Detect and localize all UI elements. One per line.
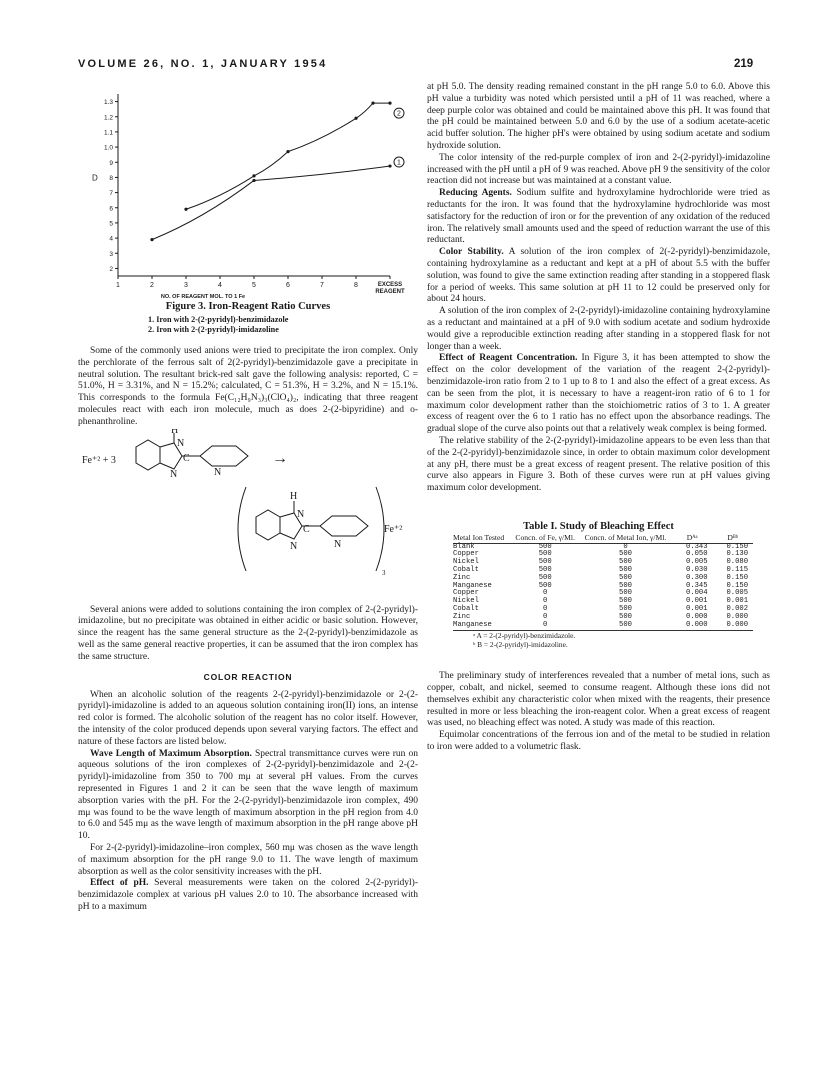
paragraph: A solution of the iron complex of 2-(2-pyridyl)-imidazoline containing hydroxylamine as a reductant and maintained at a pH of 9.0 with sodium acetate and sodium hydroxide would give a reproducible extinction reading after standing in a stoppered flask for not longer than a week. [427,306,770,352]
series-point-2 [388,102,391,105]
table-row [453,606,753,614]
complex-n-label: N [334,538,342,550]
table-cell: 0.150 [726,573,749,582]
table-cell: Copper [453,589,479,598]
table-row [453,583,753,591]
paragraph [78,749,418,843]
table-cell: 0.130 [726,550,749,559]
reagent-h-label: H [171,428,179,436]
y-tick-label: 7 [109,190,113,198]
reagent-c-label: C [183,452,190,464]
paragraph: The preliminary study of interferences revealed that a number of metal ions, such as copper, cobalt, and nickel, seemed to consume reagent. Although these ions did not themselves exhibit any characteristic color when mixed with the reagents, their presence resulted in more or less bleaching the iron-reagent color. When a great excess of reagent was used, no bleaching effect was noted. A study was made of this reaction. [427,671,770,729]
table-cell: 0 [543,605,548,614]
table-header: Concn. of Fe, γ/Ml. [511,534,579,543]
table-header: Metal Ion Tested [453,534,511,543]
table-row [453,567,753,575]
complex-c-label: C [303,523,310,535]
table-cell: Zinc [453,573,471,582]
table-cell: 500 [619,558,632,567]
table-cell: 500 [538,558,552,567]
table-cell: 0.345 [685,581,708,590]
x-tick-label: 3 [184,282,188,289]
figure-3-legend [148,315,418,334]
series-point-2 [354,117,357,120]
paragraph [427,247,770,306]
table-cell: 0.000 [685,612,708,621]
table-cell: 0.004 [685,589,708,598]
paragraph: For 2-(2-pyridyl)-imidazoline–iron complex, 560 mμ was chosen as the wave length of maximum absorption for the pH range 9.0 to 11. The wave length of maximum absorption as well as the color sensitivity increases with the pH. [78,842,418,877]
table-header: Concn. of Metal Ion, γ/Ml. [579,534,672,543]
figure-3-chart [78,84,418,299]
x-tick-label: 7 [320,282,324,289]
table-header: Dᴮᵇ [712,534,753,543]
series-point-1 [150,238,153,241]
right-column [427,82,770,754]
y-tick-label: 3 [109,250,113,258]
table-cell: 500 [538,573,552,582]
series-point-2 [184,208,187,211]
table-row [453,559,753,567]
x-tick-label: 8 [354,282,358,289]
section-heading: COLOR REACTION [203,671,293,682]
table-cell: Nickel [453,597,479,606]
complex-h-label: H [290,490,298,502]
table-cell: 0.150 [726,581,749,590]
x-tick-label: REAGENT [375,289,405,295]
table-cell: Manganese [453,581,492,590]
complex-fe-label: Fe⁺² [384,523,403,535]
table-row [453,590,753,598]
table-cell: 500 [619,605,632,614]
reaction-fe-reactant: Fe⁺² + 3 [82,454,116,466]
table-1 [453,534,753,632]
table-cell: 500 [619,612,632,621]
y-tick-label: 2 [109,265,113,273]
table-cell: Blank [453,542,475,551]
figure-3-legend-item: 2. Iron with 2-(2-pyridyl)-imidazoline [148,324,279,334]
y-tick-label: 6 [109,205,113,213]
table-cell: 500 [619,550,632,559]
table-cell: 0 [543,589,548,598]
paragraph-body: Sodium sulfite and hydroxylamine hydrochloride were tried as reductants for the iron. It was found that the hydroxylamine hydrochloride was most satisfactory for the reduction of iron or for the prevention of any oxidation of the reduced iron. The relatively small amounts used and the speed of reduction warrant the use of this reductant. [427,188,771,246]
reagent-n-label: N [214,466,222,478]
paragraph-body: Several measurements were taken on the colored 2-(2-pyridyl)-benzimidazole complex at various pH values 2.0 to 10. The absorbance increased with pH to a maximum [78,878,418,912]
paragraph-lead: Wave Length of Maximum Absorption. [90,748,252,759]
table-cell: 0.115 [726,566,749,575]
paragraph-lead: Reducing Agents. [439,188,512,199]
table-cell: 500 [538,581,552,590]
table-cell: 500 [619,589,632,598]
reaction-scheme-svg [78,429,418,605]
y-tick-label: 1.3 [103,99,113,107]
page-number: 219 [734,58,754,70]
left-column [78,84,418,914]
figure-3-legend-item: 1. Iron with 2-(2-pyridyl)-benzimidazole [148,315,289,324]
table-1-footnote: ᵇ B = 2-(2-pyridyl)-imidazoline. [473,639,568,649]
table-cell: 500 [538,550,552,559]
paragraph-lead: Effect of Reagent Concentration. [439,353,578,364]
reagent-n-label: N [177,437,185,449]
table-cell: Zinc [453,612,471,621]
y-tick-label: 8 [109,174,113,182]
table-cell: 0 [543,612,548,621]
table-row [453,622,753,631]
table-cell: 0.001 [726,597,749,606]
paragraph-body: In Figure 3, it has been attempted to show the effect on the color development of the variation of the reagent 2-(2-pyridyl)-benzimidazole-iron ratio from 2 to 1 up to 8 to 1 and also the effect of a great excess. As can be seen from the plot, it is necessary to have a reagent-iron ratio of 6 to 1 for maximum color development rather than the stoichiometric ratios of 3 to 1. A greater excess of reagent over the 6 to 1 ratio has no effect upon the absorbance readings. The gradual slope of the curve also points out that a relatively weak complex is being formed. [427,353,770,435]
table-1-body [453,543,753,631]
table-cell: 0.000 [712,622,753,631]
table-row [453,551,753,559]
paragraph-lead: Effect of pH. [90,878,149,889]
table-cell: 0.150 [726,542,749,551]
reaction-arrow: → [272,449,288,467]
paragraph: When an alcoholic solution of the reagents 2-(2-pyridyl)-benzimidazole or 2-(2-pyridyl)-imidazoline is added to an aqueous solution containing iron(II) ions, an intense red color is formed. The alcoholic solution of the reagent has no color itself. However, the intensity of the color produced depends upon several varying factors. The effect and nature of these factors are listed below. [78,689,418,747]
table-cell: 500 [619,581,632,590]
table-cell: Copper [453,550,479,559]
series-point-2 [371,102,374,105]
table-cell: 0.343 [685,542,708,551]
table-cell: 0.030 [685,566,708,575]
paragraph [78,878,418,913]
paragraph: at pH 5.0. The density reading remained constant in the pH range 5.0 to 6.0. Above this pH value a turbidity was noted which persisted until a pH of 11 was reached, where a deep purple color was obtained and could be maintained above this pH. It was found that the pH could be maintained between 5.0 and 6.0 by the use of a sodium acetate-acetic acid buffer solution. The higher pH's were obtained by using sodium acetate and sodium hydroxide solution. [427,82,770,151]
table-cell: 500 [619,566,632,575]
table-row [453,614,753,622]
curve-label: 2 [397,110,401,118]
curve-label: 1 [397,159,401,167]
series-line-1 [152,166,390,240]
y-tick-label: 1.0 [103,144,113,152]
x-tick-label: 1 [116,282,120,289]
y-axis-label: D [92,173,98,183]
table-cell: 500 [538,542,552,551]
table-cell: 500 [619,597,632,606]
table-cell: 0.001 [685,605,708,614]
paragraph [427,188,770,247]
complex-n-label: N [290,540,298,552]
figure-3-title: Figure 3. Iron-Reagent Ratio Curves [165,301,331,312]
table-cell: 0.300 [685,573,708,582]
table-cell: 0.080 [726,558,749,567]
paragraph-lead: Color Stability. [439,247,504,258]
table-cell: 0.000 [726,612,749,621]
paragraph [427,353,770,436]
y-tick-label: 9 [109,159,113,167]
table-cell: 0.000 [672,622,713,631]
paragraph: The relative stability of the 2-(2-pyridyl)-imidazoline appears to be even less than that of the 2-(2-pyridyl)-benzimidazole since, in order to obtain maximum color development at any pH, there must be a great excess of reagent present. The relative position of this curve also appears in Figure 3. Both of these curves were run at pH values giving maximum color development. [427,435,770,494]
complex-structure [238,487,384,571]
reagent-n-label: N [170,468,178,480]
series-point-1 [388,164,391,167]
running-header: VOLUME 26, NO. 1, JANUARY 1954 [78,58,328,70]
paragraph-body: A solution of the iron complex of 2(-2-pyridyl)-benzimidazole, containing hydroxylamine as a reductant and kept at a pH of about 5.5 with the buffer solution, was found to give the same extinction reading after standing in a stoppered flask for a period of weeks. This same solution at pH 11 to 12 could be preserved only for about 24 hours. [427,247,770,305]
table-cell: 0.050 [685,550,708,559]
x-tick-label: EXCESS [377,282,403,288]
complex-subscript: 3 [382,568,386,577]
table-cell: Cobalt [453,566,479,575]
table-row [453,543,753,551]
series-line-2 [186,103,390,209]
table-cell: 0.005 [726,589,749,598]
series-point-2 [252,174,255,177]
table-cell: Cobalt [453,605,479,614]
y-tick-label: 4 [109,235,113,243]
x-tick-label: 4 [218,282,222,289]
table-row [453,598,753,606]
table-cell: 0 [623,542,628,551]
paragraph: Some of the commonly used anions were tried to precipitate the iron complex. Only the perchlorate of the ferrous salt of 2(2-pyridyl)-benzimidazole gave a precipitate in neutral solution. The resultant brick-red salt gave the following analysis: reported, C = 51.0%, H = 3.31%, and N = 15.2%; calculated, C = 51.3%, H = 3.2%, and N = 15.1%. This corresponds to the formula Fe(C₁₂H₉N₃)₃(ClO₄)₂, indicating that three reagent molecules react with each iron molecule, much as does 2-(2-bipyridine) and o-phenanthroline. [78,346,418,427]
table-1-footnote: ᵃ A = 2-(2-pyridyl)-benzimidazole. [473,631,576,641]
y-tick-label: 5 [109,220,113,228]
table-cell: 500 [619,573,632,582]
x-axis-label: NO. OF REAGENT MOL. TO 1 Fe [160,294,246,299]
table-cell: 0.002 [726,605,749,614]
complex-n-label: N [297,508,305,520]
x-tick-label: 2 [150,282,154,289]
table-row [453,575,753,583]
x-tick-label: 6 [286,282,290,289]
y-tick-label: 1.1 [103,129,113,137]
series-point-2 [286,150,289,153]
paragraph: The color intensity of the red-purple complex of iron and 2-(2-pyridyl)-imidazoline increased with the pH until a pH of 9 was reached. Above pH 9 the sensitivity of the color reaction did not increase but was maintained at a constant value. [427,152,770,187]
y-tick-label: 1.2 [103,114,113,122]
figure-3-svg [78,84,418,299]
table-cell: Nickel [453,558,479,567]
table-cell: 0 [511,622,579,631]
table-header: Dᴬᵃ [672,534,713,543]
reagent-structure [136,433,248,470]
paragraph: Several anions were added to solutions containing the iron complex of 2-(2-pyridyl)-imidazoline, but no precipitate was obtained in either acidic or basic solution. However, since the reagent has the same general structure as the 2-(2-pyridyl)-benzimidazole as well as the same general reactive properties, it can be assumed that the iron complex has the same structure. [78,604,418,662]
table-cell: 0 [543,597,548,606]
reaction-scheme [78,429,418,605]
table-cell: 500 [538,566,552,575]
paragraph: Equimolar concentrations of the ferrous ion and of the metal to be studied in relation to iron were added to a volumetric flask. [427,730,770,753]
table-cell: Manganese [453,622,511,631]
x-tick-label: 5 [252,282,256,289]
series-point-1 [252,179,255,182]
table-cell: 0.005 [685,558,708,567]
table-cell: 0.001 [685,597,708,606]
table-1-title: Table I. Study of Bleaching Effect [523,520,674,532]
paragraph-body: Spectral transmittance curves were run on aqueous solutions of the iron complexes of 2-(2-pyridyl)-benzimidazole and 2-(2-pyridyl)-imidazoline from 350 to 700 mμ at several pH values. From the curves represented in Figures 1 and 2 it can be seen that the wave length of maximum absorption varies with the pH. For the 2-(2-pyridyl)-benzimidazole iron complex, 490 mμ was found to be the wave length of maximum absorption in the pH region from 4.0 to 6.0 and 545 mμ as the wave length of maximum absorption in the pH range above pH 10. [78,748,418,842]
table-cell: 500 [579,622,672,631]
